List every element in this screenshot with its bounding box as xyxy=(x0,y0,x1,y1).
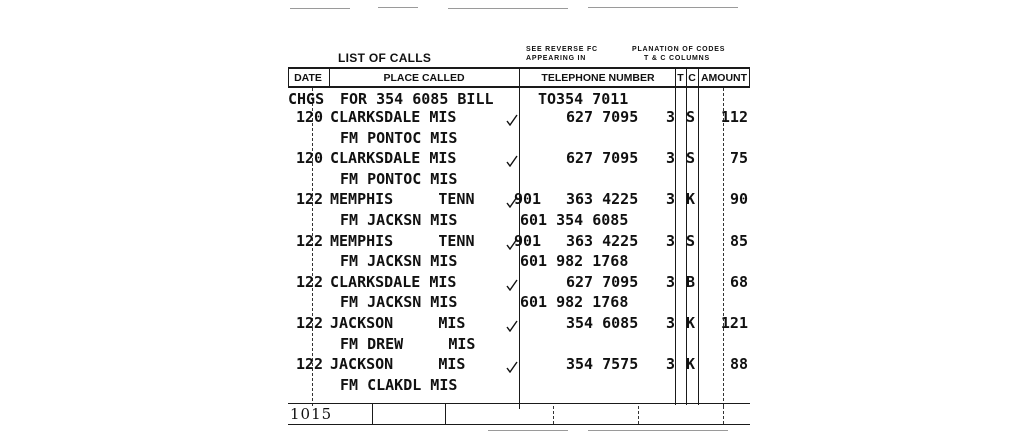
call-amount: 75 xyxy=(729,149,748,168)
header-note-4: T & C COLUMNS xyxy=(644,55,711,62)
call-date: 120 xyxy=(296,108,324,126)
call-from: FM CLAKDL MIS xyxy=(340,375,458,394)
call-from: FM PONTOC MIS xyxy=(340,128,458,147)
call-place: CLARKSDALE MIS xyxy=(330,272,457,291)
col-header-t: T xyxy=(677,72,684,84)
call-area-code: 901 xyxy=(514,231,542,250)
call-c-code: K xyxy=(686,190,696,209)
amount-column-left-rule xyxy=(698,67,699,405)
call-amount: 90 xyxy=(729,190,748,209)
call-place: JACKSON MIS xyxy=(330,314,466,332)
call-from: FM JACKSN MIS xyxy=(340,211,458,229)
col-divider xyxy=(749,67,750,88)
call-c-code: B xyxy=(686,272,696,291)
call-c-code: S xyxy=(686,231,696,250)
footer-divider xyxy=(723,406,724,424)
col-header-c: C xyxy=(688,72,696,84)
call-area-code: 901 xyxy=(514,190,542,209)
header-note-3: PLANATION OF CODES xyxy=(632,46,726,53)
call-from-phone: 601 982 1768 xyxy=(520,293,629,312)
scan-artifact xyxy=(448,8,568,9)
col-header-phone: TELEPHONE NUMBER xyxy=(541,72,655,84)
page-code: 1015 xyxy=(290,405,333,423)
col-header-amount: AMOUNT xyxy=(700,72,748,84)
call-from: FM JACKSN MIS xyxy=(340,293,458,312)
call-t-code: 3 xyxy=(666,272,676,291)
call-date: 122 xyxy=(296,314,324,332)
call-c-code: K xyxy=(686,314,696,332)
footer-divider xyxy=(372,403,373,424)
footer-divider xyxy=(445,403,446,424)
summary-bill-to: TO354 7011 xyxy=(538,90,629,108)
call-from: FM JACKSN MIS xyxy=(340,252,458,271)
header-note-2: APPEARING IN xyxy=(526,55,587,62)
footer-divider xyxy=(553,406,554,424)
checkmark-icon xyxy=(506,196,518,208)
header-note-1: SEE REVERSE FC xyxy=(526,46,598,53)
t-column-left-rule xyxy=(675,67,676,405)
checkmark-icon xyxy=(506,320,518,332)
checkmark-icon xyxy=(506,114,518,126)
scan-artifact xyxy=(378,7,418,8)
call-amount: 121 xyxy=(720,314,748,332)
amount-decimal-guide xyxy=(723,88,724,406)
scan-artifact xyxy=(588,7,738,8)
call-amount: 68 xyxy=(729,272,748,291)
call-number: 627 7095 xyxy=(566,272,639,291)
call-number: 627 7095 xyxy=(566,149,639,168)
call-number: 627 7095 xyxy=(566,108,639,126)
call-t-code: 3 xyxy=(666,314,676,332)
call-place: MEMPHIS TENN xyxy=(330,231,475,250)
call-from: FM PONTOC MIS xyxy=(340,169,458,188)
call-number: 363 4225 xyxy=(566,190,639,209)
checkmark-icon xyxy=(506,238,518,250)
scan-artifact xyxy=(290,8,350,9)
summary-for: FOR 354 6085 BILL xyxy=(340,90,494,108)
call-date: 120 xyxy=(296,149,324,168)
call-date: 122 xyxy=(296,190,324,209)
checkmark-icon xyxy=(506,361,518,373)
call-c-code: S xyxy=(686,108,696,126)
call-place: MEMPHIS TENN xyxy=(330,190,475,209)
call-place: JACKSON MIS xyxy=(330,355,466,374)
call-place: CLARKSDALE MIS xyxy=(330,149,457,168)
checkmark-icon xyxy=(506,155,518,167)
col-divider xyxy=(329,67,330,88)
call-from-phone: 601 982 1768 xyxy=(520,252,629,271)
footer-top-rule xyxy=(288,403,750,404)
call-t-code: 3 xyxy=(666,355,676,374)
col-header-date: DATE xyxy=(294,72,322,84)
call-number: 354 7575 xyxy=(566,355,639,374)
call-amount: 85 xyxy=(729,231,748,250)
form-title: LIST OF CALLS xyxy=(338,51,432,65)
call-amount: 112 xyxy=(720,108,748,126)
call-t-code: 3 xyxy=(666,149,676,168)
call-date: 122 xyxy=(296,355,324,374)
call-from: FM DREW MIS xyxy=(340,334,476,353)
call-t-code: 3 xyxy=(666,108,676,126)
call-number: 354 6085 xyxy=(566,314,639,332)
call-place: CLARKSDALE MIS xyxy=(330,108,457,126)
call-t-code: 3 xyxy=(666,190,676,209)
checkmark-icon xyxy=(506,279,518,291)
col-divider xyxy=(288,67,289,88)
footer-bottom-rule xyxy=(288,424,750,425)
list-of-calls-form xyxy=(288,0,750,446)
call-c-code: S xyxy=(686,149,696,168)
summary-chgs: CHGS xyxy=(288,90,325,108)
call-number: 363 4225 xyxy=(566,231,639,250)
call-date: 122 xyxy=(296,272,324,291)
col-header-place: PLACE CALLED xyxy=(383,72,465,84)
call-c-code: K xyxy=(686,355,696,374)
scan-artifact xyxy=(488,430,568,431)
call-from-phone: 601 354 6085 xyxy=(520,211,629,229)
call-date: 122 xyxy=(296,231,324,250)
footer-divider xyxy=(638,406,639,424)
call-amount: 88 xyxy=(729,355,748,374)
call-t-code: 3 xyxy=(666,231,676,250)
scan-artifact xyxy=(588,430,728,431)
